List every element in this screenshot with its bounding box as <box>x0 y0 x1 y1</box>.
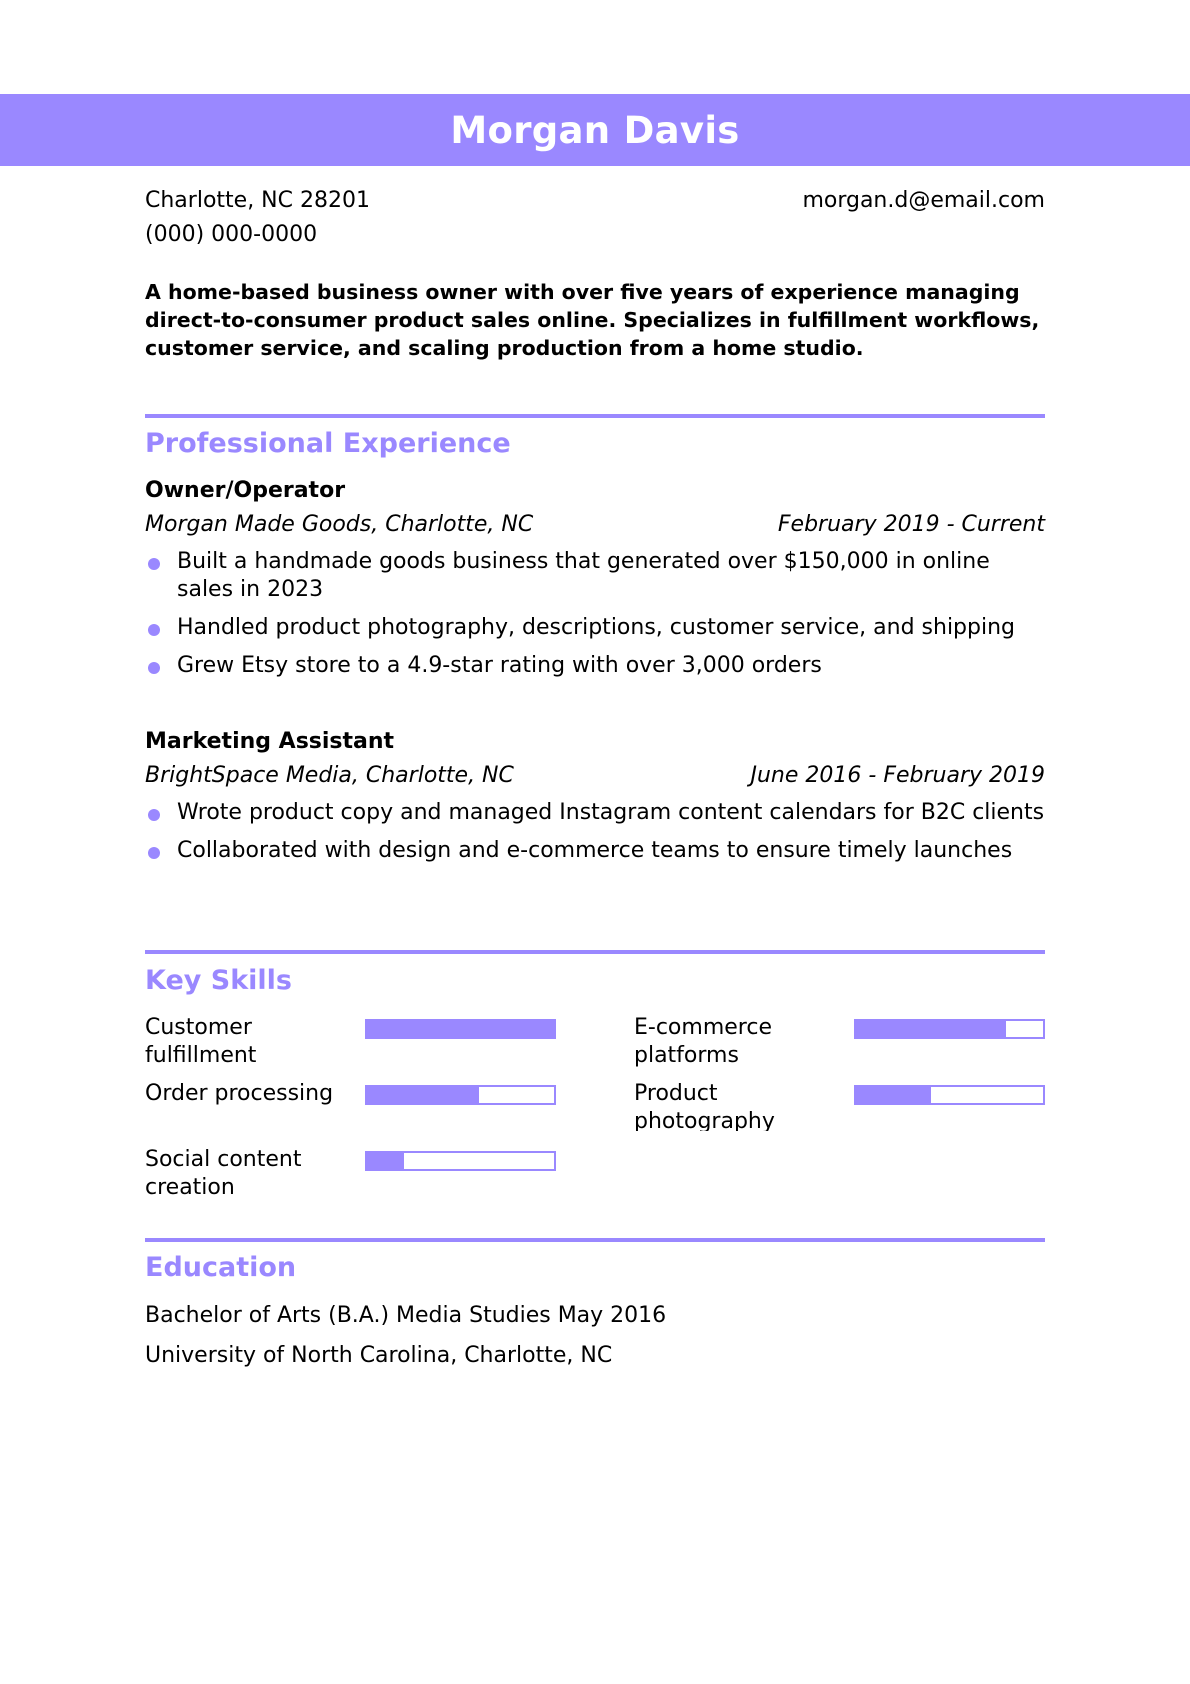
skill-item <box>145 1014 565 1074</box>
job-bullets <box>145 799 1045 865</box>
candidate-name: Morgan Davis <box>450 108 740 152</box>
phone: (000) 000-0000 <box>145 222 318 247</box>
email: morgan.d@email.com <box>802 188 1045 213</box>
name-header <box>0 94 1190 166</box>
skill-item <box>634 1080 1054 1140</box>
job-title: Owner/Operator <box>145 478 346 503</box>
education-entry <box>145 1296 1045 1376</box>
school: University of North Carolina, Charlotte, NC <box>145 1343 613 1368</box>
list-item: Grew Etsy store to a 4.9-star rating with over 3,000 orders <box>145 652 1045 680</box>
skill-level-bar <box>365 1085 556 1105</box>
job-company: BrightSpace Media, Charlotte, NC <box>145 763 514 788</box>
skill-item <box>634 1014 1054 1074</box>
list-item: Collaborated with design and e-commerce teams to ensure timely launches <box>145 837 1045 865</box>
skill-label: Customer fulfillment <box>145 1015 257 1068</box>
skill-level-fill <box>367 1021 554 1037</box>
skill-label: Social content creation <box>145 1147 302 1200</box>
job-title: Marketing Assistant <box>145 729 395 754</box>
section-title-skills: Key Skills <box>145 965 292 996</box>
skill-label: Product photography <box>634 1081 775 1131</box>
job-meta <box>145 759 1045 793</box>
skill-level-bar <box>365 1019 556 1039</box>
skill-item <box>145 1080 565 1140</box>
list-item: Handled product photography, descriptions, customer service, and shipping <box>145 614 1045 642</box>
section-divider <box>145 414 1045 418</box>
skill-level-fill <box>367 1087 479 1103</box>
bullet-dot-icon <box>148 847 160 859</box>
skill-level-bar <box>854 1085 1045 1105</box>
job-bullets <box>145 548 1045 680</box>
skill-label: Order processing <box>145 1081 334 1106</box>
section-title-experience: Professional Experience <box>145 428 511 459</box>
bullet-dot-icon <box>148 624 160 636</box>
skill-level-bar <box>854 1019 1045 1039</box>
job-entry <box>145 725 1045 875</box>
bullet-dot-icon <box>148 662 160 674</box>
bullet-dot-icon <box>148 558 160 570</box>
job-meta <box>145 508 1045 542</box>
list-item: Wrote product copy and managed Instagram content calendars for B2C clients <box>145 799 1045 827</box>
skill-level-bar <box>365 1151 556 1171</box>
address: Charlotte, NC 28201 <box>145 188 370 213</box>
degree: Bachelor of Arts (B.A.) Media Studies May 2016 <box>145 1303 667 1328</box>
skill-level-fill <box>367 1153 404 1169</box>
section-divider <box>145 1238 1045 1242</box>
skill-label: E-commerce platforms <box>634 1015 772 1068</box>
bullet-dot-icon <box>148 809 160 821</box>
job-dates: June 2016 - February 2019 <box>750 763 1045 788</box>
list-item: Built a handmade goods business that generated over $150,000 in online sales in 2023 <box>145 548 1045 604</box>
contact-info <box>145 184 1045 252</box>
skill-level-fill <box>856 1087 931 1103</box>
professional-summary: A home-based business owner with over five years of experience managing direct-to-consumer product sales online. Specializes in fulfillment workflows, customer service, and scaling production from a home studio. <box>145 280 1040 360</box>
skill-level-fill <box>856 1021 1006 1037</box>
section-title-education: Education <box>145 1252 297 1283</box>
section-divider <box>145 950 1045 954</box>
job-dates: February 2019 - Current <box>777 512 1045 537</box>
job-company: Morgan Made Goods, Charlotte, NC <box>145 512 534 537</box>
skill-item <box>145 1146 565 1206</box>
job-entry <box>145 474 1045 690</box>
